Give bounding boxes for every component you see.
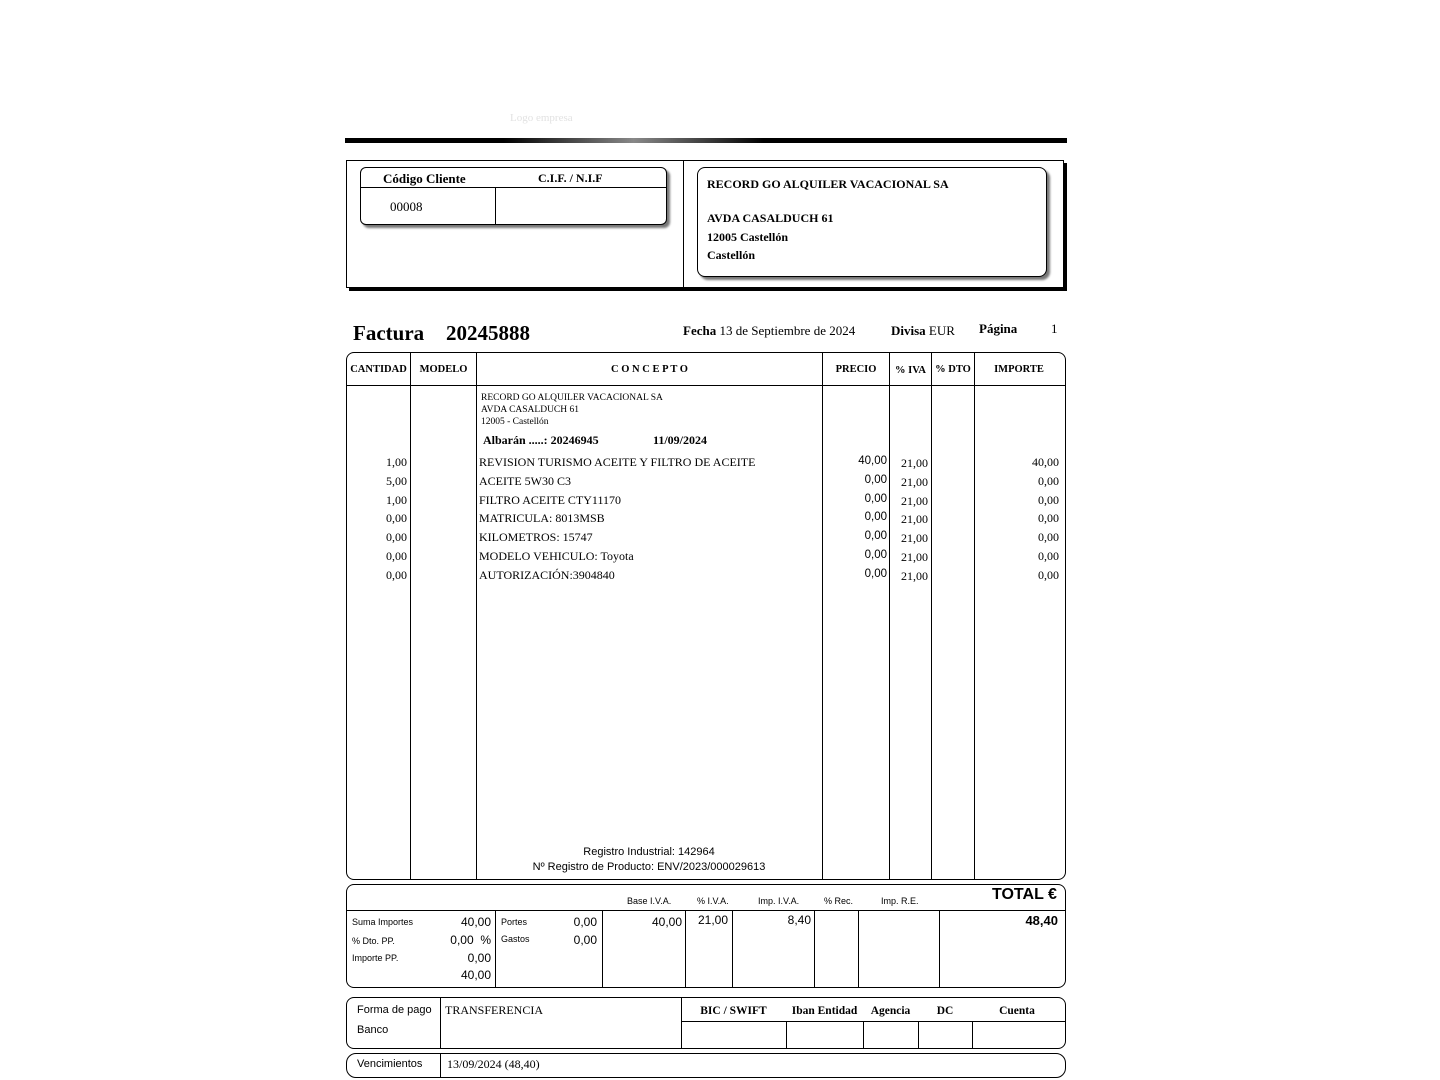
invoice-label: Factura [353, 321, 425, 345]
row-quantity: 1,00 [386, 455, 407, 469]
row-iva: 21,00 [901, 456, 928, 470]
row-quantity: 0,00 [386, 511, 407, 526]
banco-label: Banco [357, 1024, 389, 1036]
row-iva: 21,00 [901, 568, 928, 583]
row-quantity: 1,00 [386, 492, 407, 507]
portes-label: Portes [501, 917, 528, 927]
col-dto: % DTO [935, 364, 971, 375]
row-quantity: 5,00 [386, 473, 407, 488]
row-price: 0,00 [864, 473, 887, 486]
table-customer-city: 12005 - Castellón [481, 417, 549, 427]
total-value: 48,40 [1025, 913, 1058, 928]
row-importe: 0,00 [1038, 567, 1059, 582]
forma-pago-value: TRANSFERENCIA [445, 1003, 544, 1017]
row-concept: ACEITE 5W30 C3 [479, 473, 571, 488]
customer-city: 12005 Castellón [707, 230, 788, 244]
base-iva-label: Base I.V.A. [627, 896, 672, 906]
gastos-value: 0,00 [573, 933, 597, 947]
albaran-number: Albarán .....: 20246945 [483, 433, 599, 447]
dto-pp-label: % Dto. PP. [352, 936, 395, 946]
row-importe: 0,00 [1038, 473, 1059, 488]
pct-iva-label: % I.V.A. [697, 896, 729, 906]
portes-value: 0,00 [573, 915, 597, 929]
row-price: 0,00 [864, 511, 887, 524]
cuenta-label: Cuenta [999, 1005, 1035, 1017]
forma-pago-label: Forma de pago [357, 1004, 432, 1016]
dto-pp-value: 0,00 % [450, 933, 491, 947]
bic-swift-label: BIC / SWIFT [700, 1005, 767, 1017]
imp-iva-value: 8,40 [787, 913, 811, 927]
row-importe: 0,00 [1038, 511, 1059, 526]
table-row [0, 474, 1440, 493]
base-iva-value: 40,00 [651, 915, 682, 929]
pct-rec-label: % Rec. [824, 896, 854, 906]
imp-iva-label: Imp. I.V.A. [758, 896, 800, 906]
client-cif-label: C.I.F. / N.I.F [538, 171, 603, 185]
invoice-number: 20245888 [446, 321, 530, 345]
currency-value: EUR [928, 323, 955, 338]
row-iva: 21,00 [901, 474, 928, 489]
importe-pp-value: 0,00 [467, 951, 491, 965]
client-code-label: Código Cliente [383, 171, 466, 186]
row-iva: 21,00 [901, 493, 928, 508]
invoice-date [683, 323, 855, 339]
row-price: 0,00 [864, 492, 887, 505]
table-row [0, 568, 1440, 587]
table-row [0, 493, 1440, 512]
registro-industrial: Registro Industrial: 142964 [583, 846, 715, 858]
row-price: 0,00 [864, 567, 887, 580]
customer-address-box [697, 167, 1047, 277]
pct-iva-value: 21,00 [697, 913, 728, 927]
row-concept: MATRICULA: 8013MSB [479, 511, 605, 526]
col-precio: PRECIO [835, 364, 877, 375]
row-importe: 0,00 [1038, 492, 1059, 507]
albaran-date: 11/09/2024 [653, 433, 708, 447]
invoice-date-label: Fecha [683, 323, 717, 338]
gastos-label: Gastos [501, 934, 530, 944]
row-price: 0,00 [864, 530, 887, 543]
row-importe: 40,00 [1032, 455, 1059, 469]
row-importe: 0,00 [1038, 530, 1059, 545]
table-customer-header [481, 392, 663, 428]
table-row [0, 511, 1440, 530]
suma-importes-value: 40,00 [460, 915, 491, 929]
dc-label: DC [936, 1005, 954, 1017]
client-code-value: 00008 [390, 199, 423, 214]
row-iva: 21,00 [901, 531, 928, 546]
row-concept: KILOMETROS: 15747 [479, 530, 593, 545]
registro-producto: Nº Registro de Producto: ENV/2023/000029613 [532, 861, 766, 873]
agencia-label: Agencia [870, 1005, 911, 1017]
currency [891, 323, 955, 339]
table-row [0, 530, 1440, 549]
row-quantity: 0,00 [386, 549, 407, 563]
table-customer-street: AVDA CASALDUCH 61 [481, 405, 580, 415]
company-logo-placeholder: Logo empresa [510, 112, 573, 124]
invoice-date-value: 13 de Septiembre de 2024 [719, 323, 856, 338]
items-table [346, 352, 1066, 880]
customer-province: Castellón [707, 248, 755, 262]
row-quantity: 0,00 [386, 530, 407, 545]
header-divider [683, 160, 684, 288]
col-cantidad: CANTIDAD [350, 364, 407, 375]
vencimientos-label: Vencimientos [357, 1058, 423, 1070]
row-concept: REVISION TURISMO ACEITE Y FILTRO DE ACEITE [479, 455, 756, 469]
row-iva: 21,00 [901, 550, 928, 564]
row-concept: FILTRO ACEITE CTY11170 [479, 492, 622, 507]
customer-name: RECORD GO ALQUILER VACACIONAL SA [707, 177, 949, 191]
iban-entidad-label: Iban Entidad [791, 1005, 858, 1017]
row-concept: MODELO VEHICULO: Toyota [479, 549, 634, 563]
table-row [0, 455, 1440, 474]
row-price: 40,00 [858, 455, 887, 467]
table-row [0, 549, 1440, 568]
suma-importes-label: Suma Importes [352, 917, 414, 927]
top-rule [345, 138, 1067, 143]
vencimientos-value: 13/09/2024 (48,40) [447, 1057, 540, 1071]
col-concepto: C O N C E P T O [611, 364, 688, 375]
col-importe: IMPORTE [994, 364, 1044, 375]
row-concept: AUTORIZACIÓN:3904840 [479, 567, 615, 582]
page-label: Página [979, 321, 1018, 336]
row-importe: 0,00 [1038, 549, 1059, 563]
currency-label: Divisa [891, 323, 926, 338]
importe-pp-label: Importe PP. [352, 953, 399, 963]
imp-re-label: Imp. R.E. [881, 896, 919, 906]
total-label: TOTAL € [992, 886, 1057, 903]
col-iva: % IVA [894, 365, 927, 376]
row-price: 0,00 [864, 549, 887, 561]
client-info-box [360, 167, 667, 225]
col-modelo: MODELO [419, 364, 468, 375]
subtotal-value: 40,00 [460, 968, 491, 982]
customer-street: AVDA CASALDUCH 61 [707, 211, 834, 225]
page-number: 1 [1051, 321, 1058, 336]
row-iva: 21,00 [901, 512, 928, 527]
row-quantity: 0,00 [386, 567, 407, 582]
table-customer-name: RECORD GO ALQUILER VACACIONAL SA [481, 393, 663, 403]
